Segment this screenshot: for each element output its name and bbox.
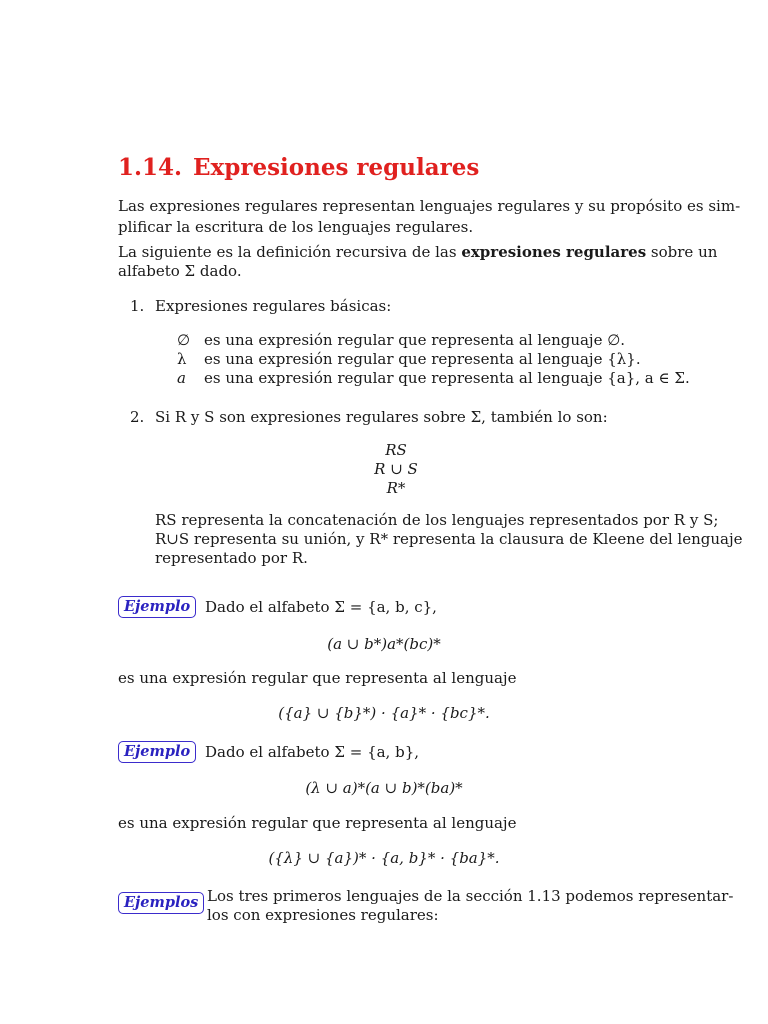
example-badge: Ejemplo bbox=[118, 596, 196, 618]
example-2-language: ({λ} ∪ {a})* · {a, b}* · {ba}*. bbox=[268, 849, 500, 867]
item-1-heading: Expresiones regulares básicas: bbox=[155, 297, 392, 315]
example-1-language: ({a} ∪ {b}*) · {a}* · {bc}*. bbox=[278, 704, 490, 722]
item-2-number: 2. bbox=[130, 408, 145, 426]
a-symbol: a bbox=[177, 369, 186, 387]
item-2-desc-line-3: representado por R. bbox=[155, 549, 308, 567]
expr-concatenation: RS bbox=[385, 441, 407, 459]
expr-union: R ∪ S bbox=[374, 460, 418, 478]
intro-p2-suffix: sobre un bbox=[646, 243, 718, 261]
examples-3-line-1: Los tres primeros lenguajes de la sección 1.13 podemos representar- bbox=[207, 887, 734, 905]
section-title: Expresiones regulares bbox=[193, 154, 480, 181]
item-2-desc-line-1: RS representa la concatenación de los lenguajes representados por R y S; bbox=[155, 511, 719, 529]
basic-row-empty bbox=[177, 331, 625, 349]
basic-row-symbol-a bbox=[177, 369, 690, 387]
example-1-expression: (a ∪ b*)a*(bc)* bbox=[327, 635, 441, 653]
intro-paragraph-2-line-2: alfabeto Σ dado. bbox=[118, 262, 242, 280]
examples-badge: Ejemplos bbox=[118, 892, 204, 914]
intro-paragraph-1-line-2: plificar la escritura de los lenguajes regulares. bbox=[118, 218, 474, 236]
basic-row-text: es una expresión regular que representa al lenguaje ∅. bbox=[204, 331, 626, 349]
example-1-text: Dado el alfabeto Σ = {a, b, c}, bbox=[205, 598, 437, 616]
intro-p2-prefix: La siguiente es la definición recursiva de las bbox=[118, 243, 462, 261]
example-2-expression: (λ ∪ a)*(a ∪ b)*(ba)* bbox=[305, 779, 463, 797]
intro-p2-bold-term: expresiones regulares bbox=[461, 243, 647, 261]
example-1-mid-text: es una expresión regular que representa al lenguaje bbox=[118, 669, 517, 687]
section-number: 1.14. bbox=[118, 154, 183, 181]
basic-row-text: es una expresión regular que representa al lenguaje {λ}. bbox=[204, 350, 641, 368]
expr-kleene-star: R* bbox=[386, 479, 406, 497]
empty-set-symbol: ∅ bbox=[177, 331, 191, 349]
item-2-heading: Si R y S son expresiones regulares sobre Σ, también lo son: bbox=[155, 408, 608, 426]
lambda-symbol: λ bbox=[177, 350, 187, 368]
section-heading bbox=[118, 154, 479, 181]
item-2-desc-line-2: R∪S representa su unión, y R* representa la clausura de Kleene del lenguaje bbox=[155, 530, 743, 548]
basic-row-text: es una expresión regular que representa al lenguaje {a}, a ∈ Σ. bbox=[204, 369, 690, 387]
intro-paragraph-2-line-1 bbox=[118, 243, 717, 261]
basic-row-lambda bbox=[177, 350, 641, 368]
examples-3-line-2: los con expresiones regulares: bbox=[207, 906, 439, 924]
example-badge: Ejemplo bbox=[118, 741, 196, 763]
example-2-text: Dado el alfabeto Σ = {a, b}, bbox=[205, 743, 419, 761]
example-2-mid-text: es una expresión regular que representa al lenguaje bbox=[118, 814, 517, 832]
item-1-number: 1. bbox=[130, 297, 145, 315]
intro-paragraph-1-line-1: Las expresiones regulares representan lenguajes regulares y su propósito es sim- bbox=[118, 197, 741, 215]
